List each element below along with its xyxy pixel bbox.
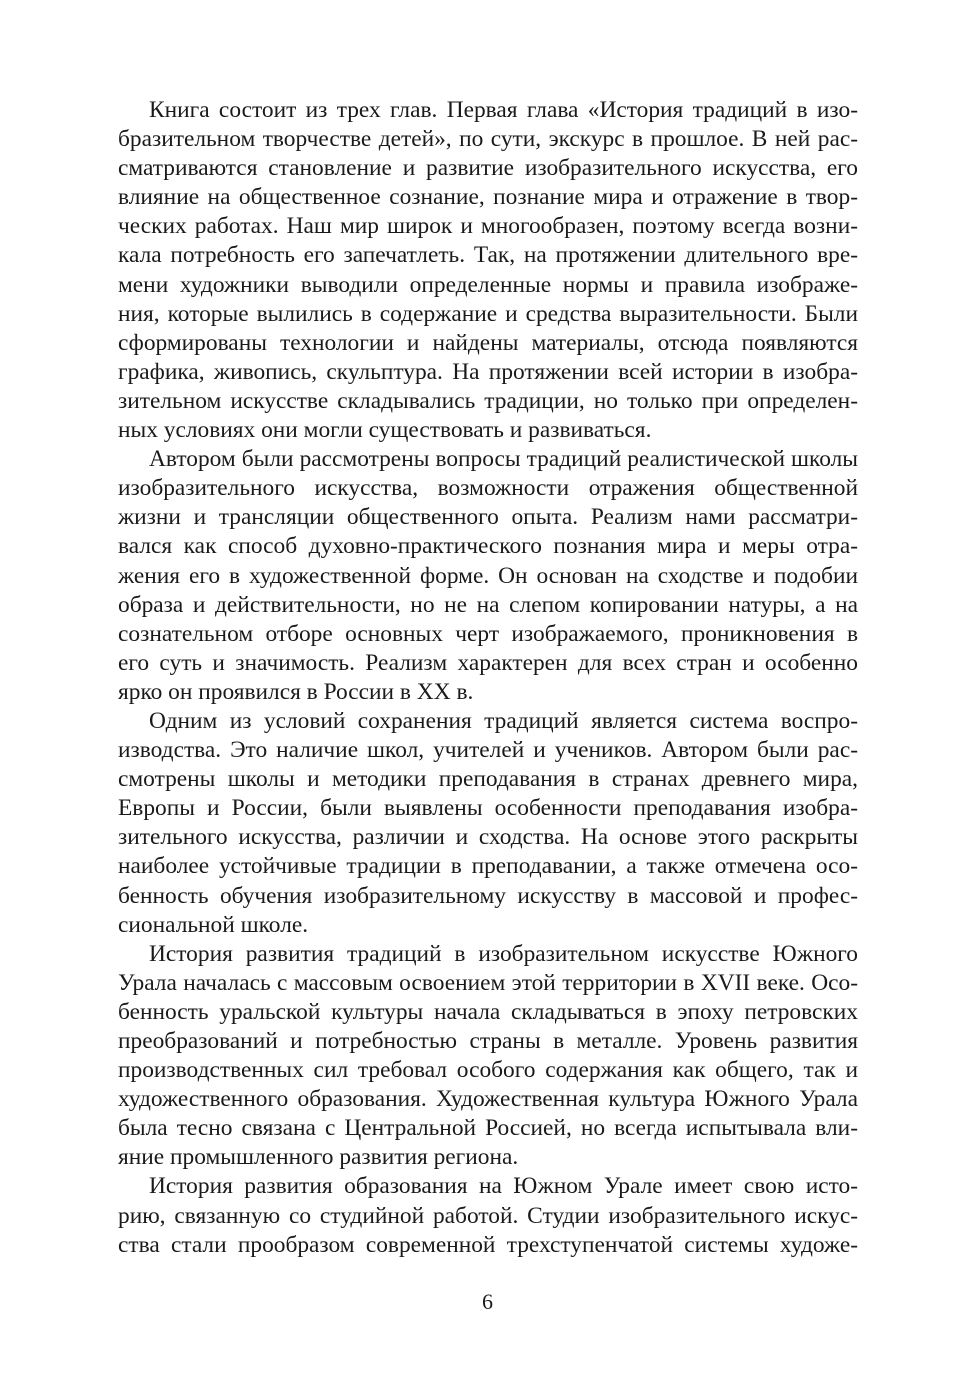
paragraph-4 xyxy=(118,940,858,1173)
text-line: Европы и России, были выявлены особенности преподавания изобра- xyxy=(118,795,858,822)
text-line: жизни и трансляции общественного опыта. Реализм нами рассматри- xyxy=(118,504,858,531)
text-line: бразительном творчестве детей», по сути, экскурс в прошлое. В ней рас- xyxy=(118,126,858,153)
text-line: ства стали прообразом современной трехступенчатой системы художе- xyxy=(118,1231,858,1258)
text-line: образа и действительности, но не на слепом копировании натуры, а на xyxy=(118,591,858,618)
paragraph-2 xyxy=(118,445,858,707)
text-line: сознательном отборе основных черт изображаемого, проникновения в xyxy=(118,620,858,647)
text-line: сиональной школе. xyxy=(118,911,309,938)
text-line: художественного образования. Художественная культура Южного Урала xyxy=(118,1086,858,1113)
text-line: ярко он проявился в России в XX в. xyxy=(118,678,474,705)
text-line: яние промышленного развития региона. xyxy=(118,1144,519,1171)
text-line: изобразительного искусства, возможности отражения общественной xyxy=(118,475,858,502)
text-line: жения его в художественной форме. Он основан на сходстве и подобии xyxy=(118,562,858,589)
text-line: вался как способ духовно-практического познания мира и меры отра- xyxy=(118,533,858,560)
text-line: Книга состоит из трех глав. Первая глава «История традиций в изо- xyxy=(149,97,858,123)
text-line: сформированы технологии и найдены материалы, отсюда появляются xyxy=(118,329,858,356)
page-body xyxy=(118,96,858,1260)
text-line: ния, которые вылились в содержание и средства выразительности. Были xyxy=(118,300,858,327)
text-line: История развития традиций в изобразительном искусстве Южного xyxy=(149,940,858,967)
text-line: бенность обучения изобразительному искусству в массовой и профес- xyxy=(118,882,858,909)
text-line: История развития образования на Южном Урале имеет свою исто- xyxy=(149,1173,858,1200)
text-line: мени художники выводили определенные нормы и правила изображе- xyxy=(118,271,858,298)
text-line: кала потребность его запечатлеть. Так, на протяжении длительного вре- xyxy=(118,242,858,269)
text-line: рию, связанную со студийной работой. Студии изобразительного искус- xyxy=(118,1202,858,1229)
paragraph-5 xyxy=(118,1172,858,1259)
page-number: 6 xyxy=(482,1289,493,1314)
text-line: влияние на общественное сознание, познание мира и отражение в твор- xyxy=(118,184,858,211)
text-line: смотрены школы и методики преподавания в странах древнего мира, xyxy=(118,766,858,793)
text-line: сматриваются становление и развитие изобразительного искусства, его xyxy=(118,155,858,182)
text-line: бенность уральской культуры начала складываться в эпоху петровских xyxy=(118,998,858,1025)
text-line: зительного искусства, различии и сходства. На основе этого раскрыты xyxy=(118,824,858,851)
paragraph-1 xyxy=(118,96,858,445)
text-line: Автором были рассмотрены вопросы традиций реалистической школы xyxy=(149,446,858,473)
text-line: производственных сил требовал особого содержания как общего, так и xyxy=(118,1057,858,1084)
text-line: изводства. Это наличие школ, учителей и учеников. Автором были рас- xyxy=(118,737,858,764)
text-line: зительном искусстве складывались традиции, но только при определен- xyxy=(118,387,858,414)
text-line: преобразований и потребностью страны в металле. Уровень развития xyxy=(118,1028,858,1054)
text-line: была тесно связана с Центральной Россией, но всегда испытывала вли- xyxy=(118,1115,858,1142)
text-line: наиболее устойчивые традиции в преподавании, а также отмечена осо- xyxy=(118,853,858,880)
text-line: Одним из условий сохранения традиций является система воспро- xyxy=(149,707,858,734)
text-line: ческих работах. Наш мир широк и многообразен, поэтому всегда возни- xyxy=(118,213,858,240)
text-line: графика, живопись, скульптура. На протяжении всей истории в изобра- xyxy=(118,358,858,385)
text-line: Урала началась с массовым освоением этой территории в XVII веке. Осо- xyxy=(118,969,858,996)
text-line: ных условиях они могли существовать и развиваться. xyxy=(118,417,652,444)
paragraph-3 xyxy=(118,707,858,940)
text-line: его суть и значимость. Реализм характерен для всех стран и особенно xyxy=(118,649,858,676)
